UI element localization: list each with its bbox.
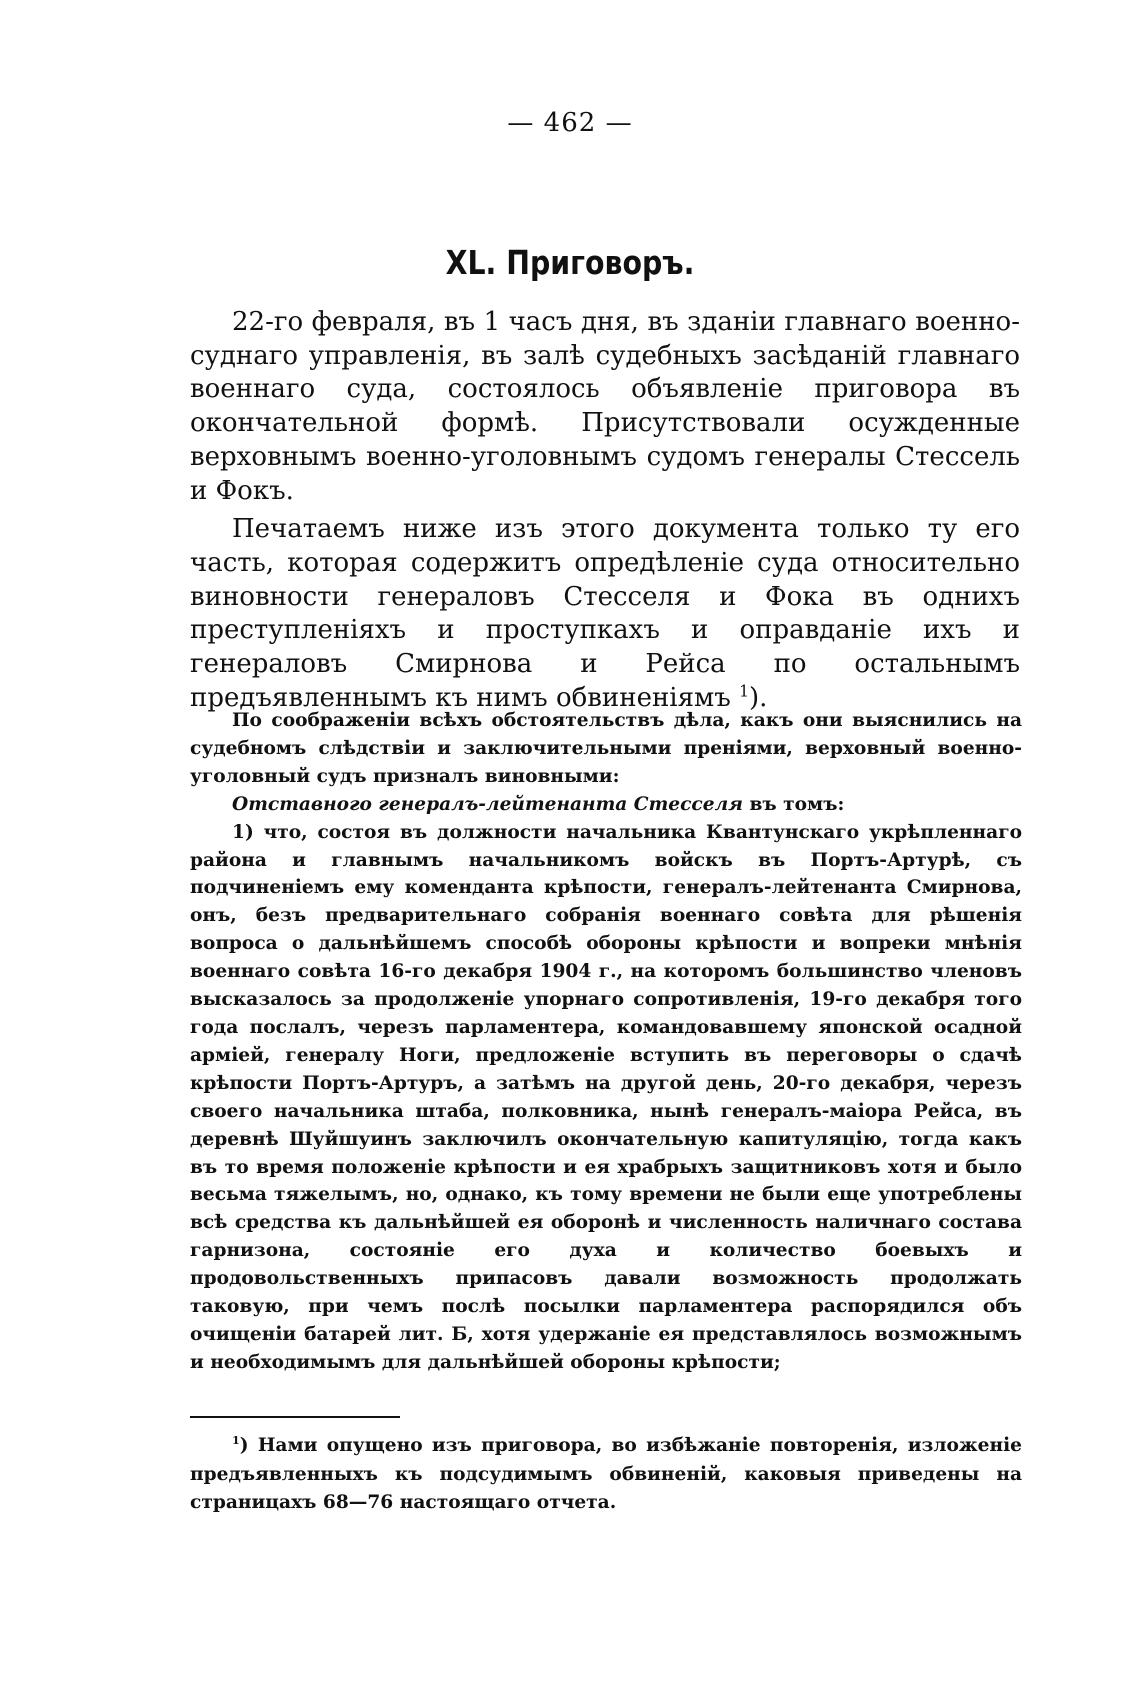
footnote-text: ) Нами опущено изъ приговора, во избѣжаніе повторенія, изложеніе предъявленныхъ къ подсудимымъ обвиненій, каковыя приведены на страницахъ 68—76 настоящаго отчета. [190, 1435, 1022, 1513]
intro-paragraph-2 [190, 513, 1020, 715]
intro-paragraph-1: 22-го февраля, въ 1 часъ дня, въ зданіи главнаго военно-суднаго управленія, въ залѣ судебныхъ засѣданій главнаго военнаго суда, состоялось объявленіе приговора въ окончательной формѣ. Присутствовали осужденные верховнымъ военно-уголовнымъ судомъ генералы Стессель и Фокъ. [190, 307, 1020, 506]
intro-text [190, 306, 1020, 715]
footnote-reference: 1 [739, 682, 749, 701]
verdict-accused-line [190, 791, 1022, 819]
footnote-paragraph [190, 1432, 1022, 1518]
section-title: XL. Приговоръ. [445, 243, 695, 282]
footnote-divider [190, 1416, 400, 1418]
page-number: — 462 — [507, 108, 633, 138]
accused-name: Отставного генералъ-лейтенанта Стесселя [232, 793, 743, 815]
verdict-item-1: 1) что, состоя въ должности начальника Квантунскаго укрѣпленнаго района и главнымъ начальникомъ войскъ въ Портъ-Артурѣ, съ подчиненіемъ ему коменданта крѣпости, генералъ-лейтенанта Смирнова, онъ, безъ предварительнаго собранія военнаго совѣта для рѣшенія вопроса о дальнѣйшемъ способѣ обороны крѣпости и вопреки мнѣнія военнаго совѣта 16-го декабря 1904 г., на которомъ большинство членовъ высказалось за продолженіе упорнаго сопротивленія, 19-го декабря того года послалъ, черезъ парламентера, командовавшему японской осадной арміей, генералу Ноги, предложеніе вступить въ переговоры о сдачѣ крѣпости Портъ-Артуръ, а затѣмъ на другой день, 20-го декабря, черезъ своего начальника штаба, полковника, нынѣ генералъ-маіора Рейса, въ деревнѣ Шуйшуинъ заключилъ окончательную капитуляцію, тогда какъ въ то время положеніе крѣпости и ея храбрыхъ защитниковъ хотя и было весьма тяжелымъ, но, однако, къ тому времени не были еще употреблены всѣ средства къ дальнѣйшей ея оборонѣ и численность наличнаго состава гарнизона, состояніе его духа и количество боевыхъ и продовольственныхъ припасовъ давали возможность продолжать таковую, при чемъ послѣ посылки парламентера распорядился объ очищеніи батарей лит. Б, хотя удержаніе ея представлялось возможнымъ и необходимымъ для дальнѣйшей обороны крѣпости; [190, 821, 1022, 1373]
verdict-text [190, 707, 1022, 1377]
verdict-paragraph-1: По соображеніи всѣхъ обстоятельствъ дѣла, какъ они выяснились на судебномъ слѣдствіи и заключительными преніями, верховный военно-уголовный судъ призналъ виновными: [190, 710, 1022, 787]
footnote [190, 1432, 1022, 1518]
intro-paragraph-2-end: ). [748, 682, 768, 713]
footnote-marker: 1 [232, 1433, 240, 1447]
accused-suffix: въ томъ: [742, 793, 845, 815]
intro-paragraph-2-text: Печатаемъ ниже изъ этого документа только ту его часть, которая содержитъ опредѣленіе суда относительно виновности генераловъ Стесселя и Фока въ однихъ преступленіяхъ и проступкахъ и оправданіе ихъ и генераловъ Смирнова и Рейса по остальнымъ предъявленнымъ къ нимъ обвиненіямъ [190, 514, 1020, 713]
